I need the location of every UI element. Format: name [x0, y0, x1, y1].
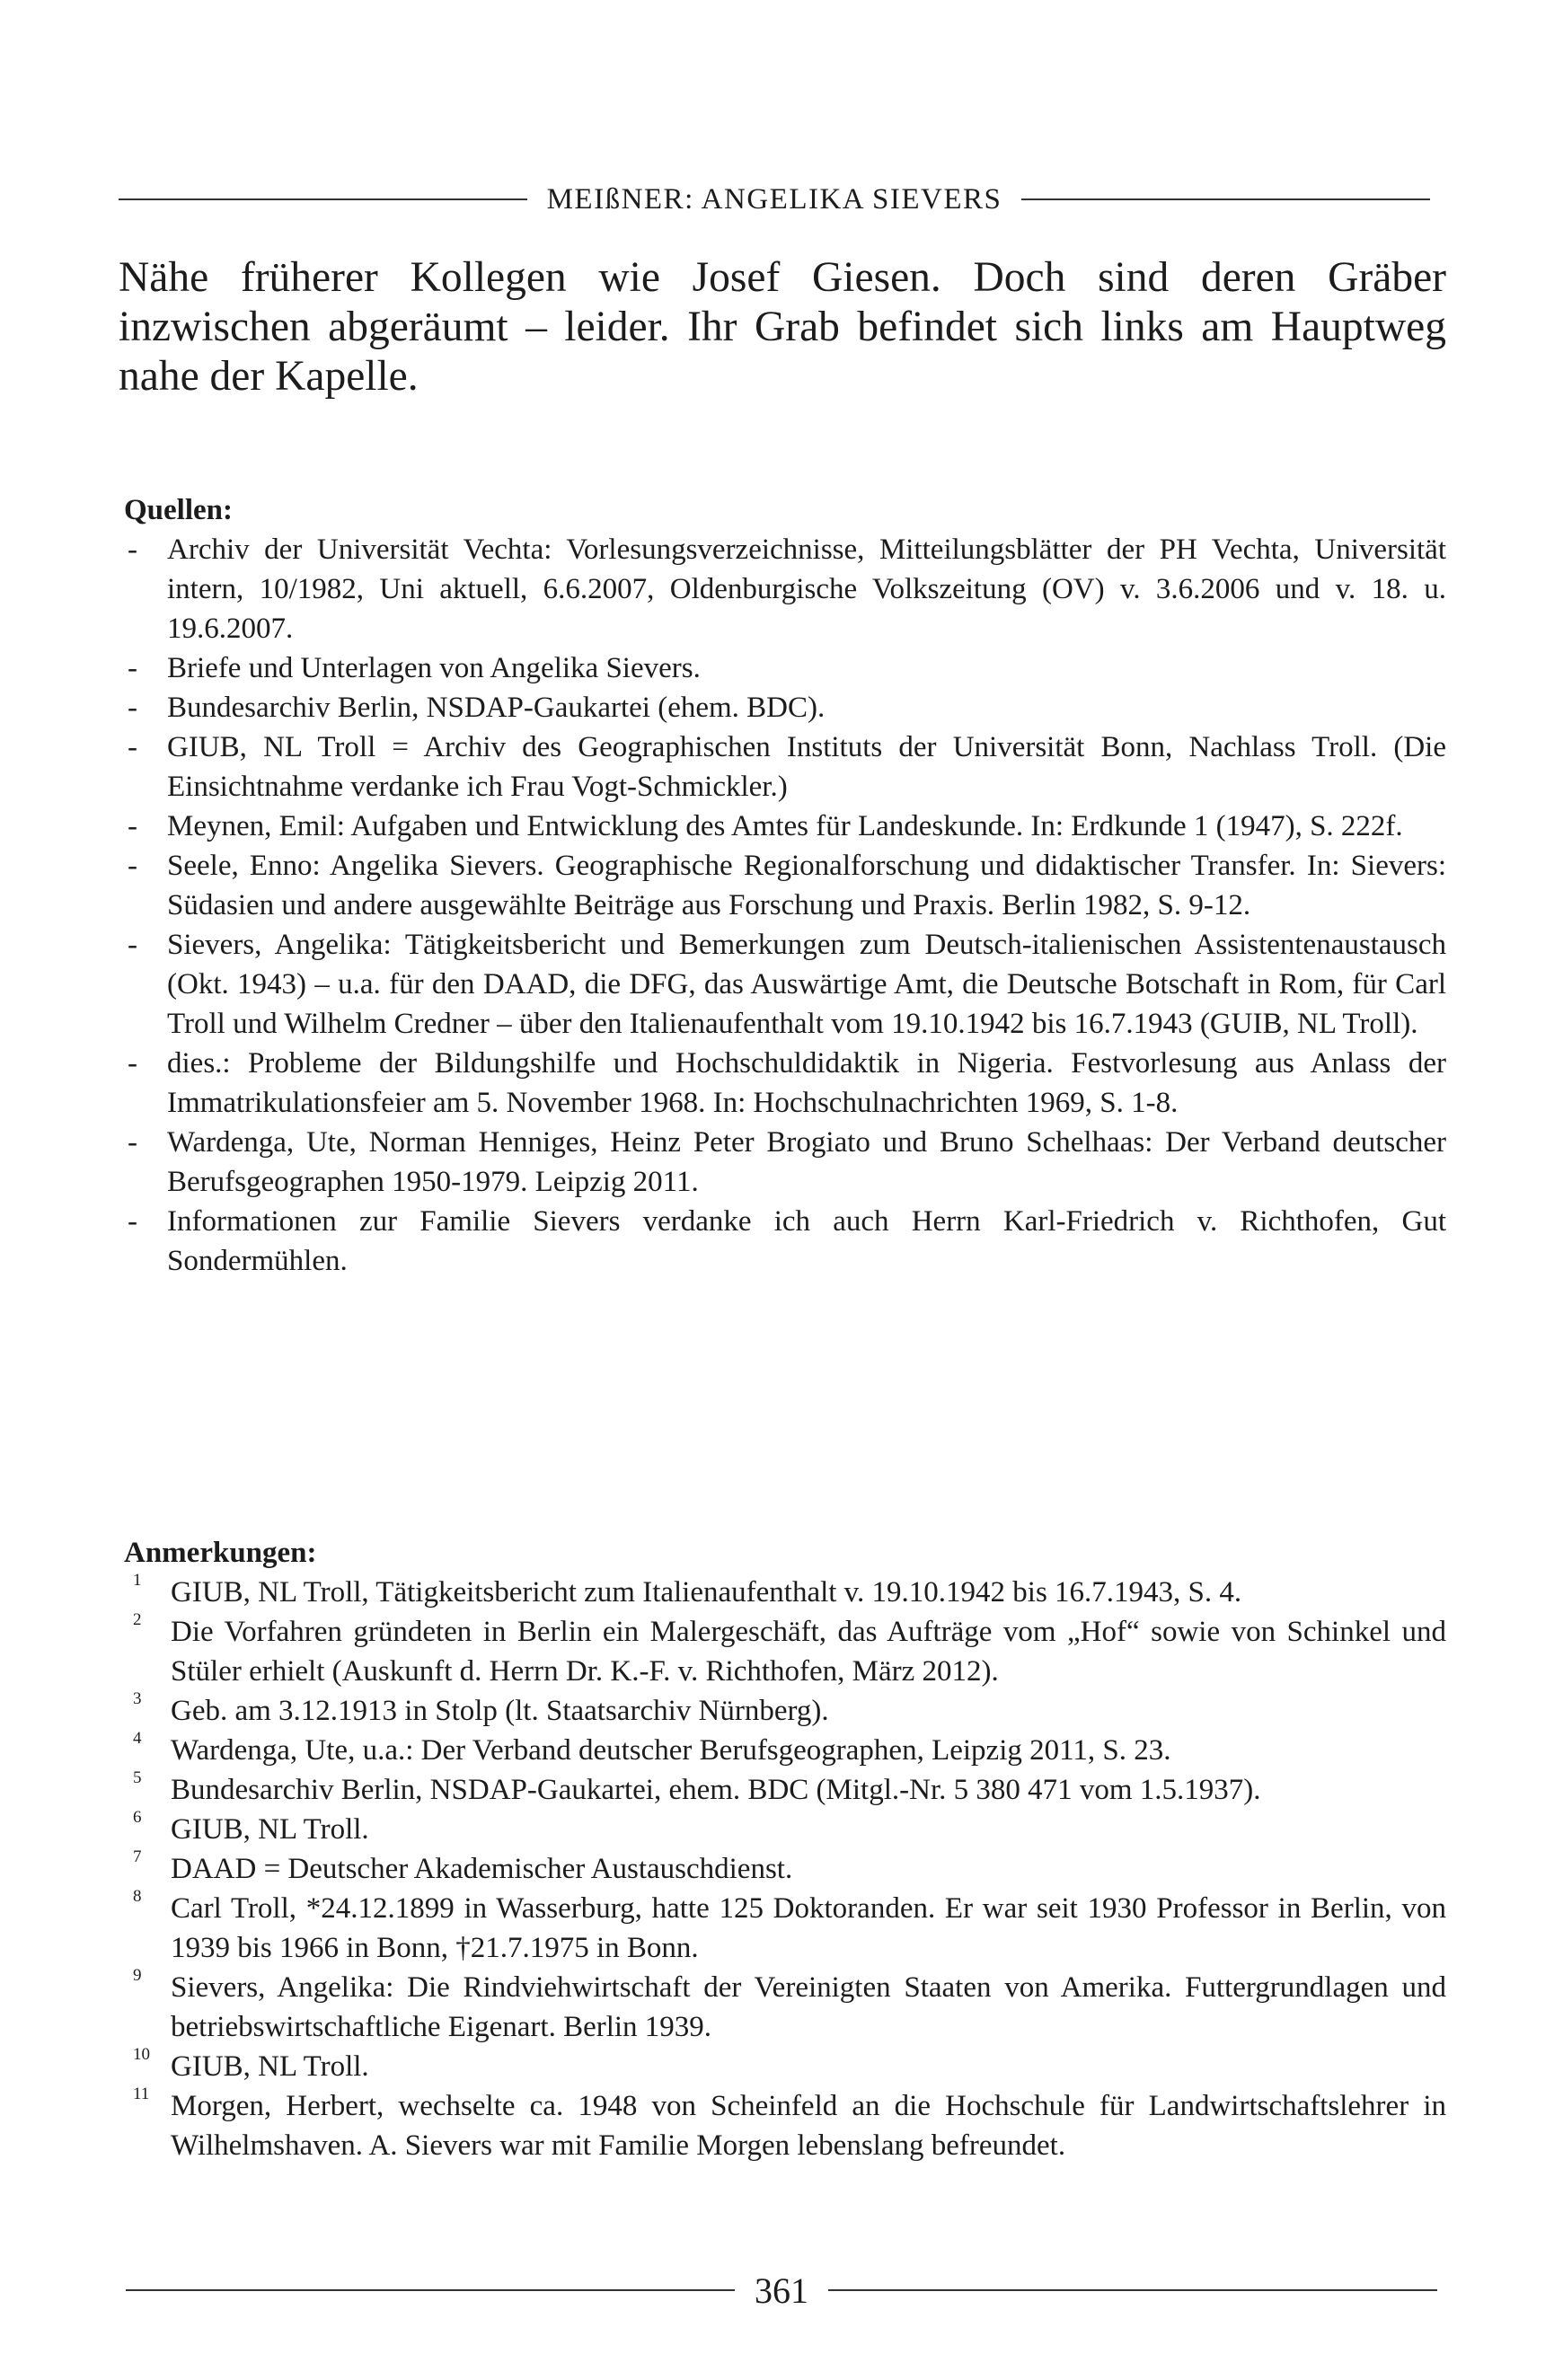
footnote — [124, 1691, 1446, 1731]
footnote — [124, 1968, 1446, 2047]
source-item — [124, 1044, 1446, 1123]
footer-rule-right — [828, 2289, 1437, 2291]
notes-list — [124, 1573, 1446, 2165]
header-rule-left — [119, 198, 527, 200]
source-text: Informationen zur Familie Sievers verdanke ich auch Herrn Karl-Friedrich v. Richthofen, Gut Sondermühlen. — [167, 1205, 1446, 1277]
source-text: Wardenga, Ute, Norman Henniges, Heinz Peter Brogiato und Bruno Schelhaas: Der Verband deutscher Berufsgeographen 1950-1979. Leipzig 2011. — [167, 1126, 1446, 1198]
notes-heading: Anmerkungen: — [124, 1537, 317, 1569]
sources-section — [124, 490, 1446, 1281]
source-item — [124, 1123, 1446, 1202]
footnote-text: DAAD = Deutscher Akademischer Austauschdienst. — [171, 1853, 793, 1885]
bullet-dash: - — [128, 850, 137, 882]
footnote — [124, 1612, 1446, 1691]
source-text: Sievers, Angelika: Tätigkeitsbericht und Bemerkungen zum Deutsch-italienischen Assistentenaustausch (Okt. 1943) – u.a. für den DAAD, die DFG, das Auswärtige Amt, die Deutsche Botschaft in Rom, für Carl Troll und Wilhelm Credner – über den Italienaufenthalt vom 19.10.1942 bis 16.7.1943 (GUIB, NL Troll). — [167, 929, 1446, 1040]
footnote-text: Carl Troll, *24.12.1899 in Wasserburg, hatte 125 Doktoranden. Er war seit 1930 Professor in Berlin, von 1939 bis 1966 in Bonn, †21.7.1975 in Bonn. — [171, 1892, 1446, 1964]
footnote-number: 11 — [133, 2085, 150, 2103]
source-item — [124, 846, 1446, 925]
bullet-dash: - — [128, 692, 137, 724]
source-text: Briefe und Unterlagen von Angelika Sievers. — [167, 652, 701, 684]
running-title: MEIßNER: ANGELIKA SIEVERS — [546, 182, 1002, 216]
source-text: Archiv der Universität Vechta: Vorlesungsverzeichnisse, Mitteilungsblätter der PH Vechta, Universität intern, 10/1982, Uni aktuell, 6.6.2007, Oldenburgische Volkszeitung (OV) v. 3.6.2006 und v. 18. u. 19.6.2007. — [167, 533, 1446, 645]
source-text: Seele, Enno: Angelika Sievers. Geographische Regionalforschung und didaktischer Transfer. In: Sievers: Südasien und andere ausgewählte Beiträge aus Forschung und Praxis. Berlin 1982, S. 9-12. — [167, 850, 1446, 921]
footnote — [124, 1731, 1446, 1770]
footnote-number: 6 — [133, 1808, 142, 1827]
source-text: Bundesarchiv Berlin, NSDAP-Gaukartei (ehem. BDC). — [167, 692, 826, 724]
footnote-number: 1 — [133, 1571, 142, 1590]
footnote-number: 3 — [133, 1689, 142, 1708]
footnote-number: 7 — [133, 1847, 142, 1866]
footnote-text: GIUB, NL Troll. — [171, 2050, 369, 2083]
bullet-dash: - — [128, 731, 137, 763]
footnote-text: Wardenga, Ute, u.a.: Der Verband deutscher Berufsgeographen, Leipzig 2011, S. 23. — [171, 1734, 1171, 1767]
bullet-dash: - — [128, 929, 137, 961]
bullet-dash: - — [128, 810, 137, 842]
header-rule-right — [1021, 198, 1430, 200]
source-text: dies.: Probleme der Bildungshilfe und Hochschuldidaktik in Nigeria. Festvorlesung aus Anlass der Immatrikulationsfeier am 5. November 1968. In: Hochschulnachrichten 1969, S. 1-8. — [167, 1047, 1446, 1119]
footnote-text: Bundesarchiv Berlin, NSDAP-Gaukartei, ehem. BDC (Mitgl.-Nr. 5 380 471 vom 1.5.1937). — [171, 1774, 1261, 1806]
footnote — [124, 2086, 1446, 2165]
source-item — [124, 530, 1446, 648]
footnote-text: GIUB, NL Troll, Tätigkeitsbericht zum Italienaufenthalt v. 19.10.1942 bis 16.7.1943, S. 4. — [171, 1576, 1242, 1609]
bullet-dash: - — [128, 1126, 137, 1159]
footnote-text: Sievers, Angelika: Die Rindviehwirtschaft der Vereinigten Staaten von Amerika. Futtergrundlagen und betriebswirtschaftliche Eigenart. Berlin 1939. — [171, 1971, 1446, 2043]
footnote — [124, 1573, 1446, 1612]
footnote-number: 5 — [133, 1768, 142, 1787]
footnote — [124, 1810, 1446, 1849]
bullet-dash: - — [128, 652, 137, 684]
footnote — [124, 2047, 1446, 2086]
page-footer — [126, 2268, 1437, 2313]
footnote-text: Morgen, Herbert, wechselte ca. 1948 von Scheinfeld an die Hochschule für Landwirtschaftslehrer in Wilhelmshaven. A. Sievers war mit Familie Morgen lebenslang befreundet. — [171, 2090, 1446, 2162]
footnote-number: 4 — [133, 1729, 142, 1748]
source-item — [124, 1202, 1446, 1281]
footnote — [124, 1849, 1446, 1889]
footnote-number: 10 — [133, 2045, 150, 2064]
footnote-text: Die Vorfahren gründeten in Berlin ein Malergeschäft, das Aufträge vom „Hof“ sowie von Schinkel und Stüler erhielt (Auskunft d. Herrn Dr. K.-F. v. Richthofen, März 2012). — [171, 1616, 1446, 1688]
source-item — [124, 648, 1446, 688]
bullet-dash: - — [128, 533, 137, 566]
source-item — [124, 925, 1446, 1044]
footnote-number: 8 — [133, 1887, 142, 1906]
notes-section — [124, 1533, 1446, 2165]
bullet-dash: - — [128, 1205, 137, 1238]
footnote-text: Geb. am 3.12.1913 in Stolp (lt. Staatsarchiv Nürnberg). — [171, 1695, 829, 1727]
source-text: GIUB, NL Troll = Archiv des Geographischen Instituts der Universität Bonn, Nachlass Troll. (Die Einsichtnahme verdanke ich Frau Vogt-Schmickler.) — [167, 731, 1446, 803]
bullet-dash: - — [128, 1047, 137, 1080]
running-header — [119, 180, 1430, 219]
page-number: 361 — [755, 2270, 808, 2311]
footnote — [124, 1770, 1446, 1810]
sources-heading: Quellen: — [124, 494, 233, 526]
source-item — [124, 807, 1446, 846]
intro-paragraph: Nähe früherer Kollegen wie Josef Giesen. Doch sind deren Gräber inzwischen abgeräumt – leider. Ihr Grab befindet sich links am Hauptweg nahe der Kapelle. — [119, 254, 1446, 400]
footnote-text: GIUB, NL Troll. — [171, 1813, 369, 1846]
footnote — [124, 1889, 1446, 1968]
source-text: Meynen, Emil: Aufgaben und Entwicklung des Amtes für Landeskunde. In: Erdkunde 1 (1947), S. 222f. — [167, 810, 1403, 842]
footer-rule-left — [126, 2289, 735, 2291]
footnote-number: 2 — [133, 1610, 142, 1629]
source-item — [124, 688, 1446, 727]
source-item — [124, 727, 1446, 807]
sources-list — [124, 530, 1446, 1281]
footnote-number: 9 — [133, 1966, 142, 1985]
